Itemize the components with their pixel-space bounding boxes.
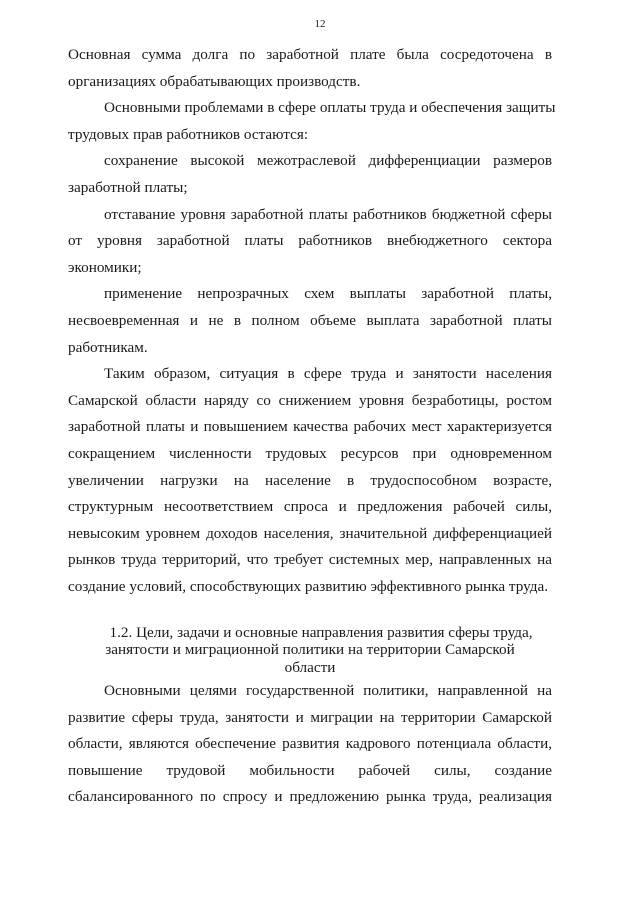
text-line: увеличении нагрузки на население в трудоспособном возрасте, (68, 471, 552, 489)
text-line: Основными проблемами в сфере оплаты труда и обеспечения защиты (104, 99, 556, 117)
text-line: сбалансированного по спросу и предложению рынка труда, реализация (68, 788, 552, 806)
text-line: организациях обрабатывающих производств. (68, 72, 361, 90)
text-line: несвоевременная и не в полном объеме выплата заработной платы (68, 311, 552, 329)
text-line: рынков труда территорий, что требует системных мер, направленных на (68, 551, 552, 569)
text-line: Самарской области наряду со снижением уровня безработицы, ростом (68, 391, 552, 409)
text-line: развитие сферы труда, занятости и миграции на территории Самарской (68, 708, 552, 726)
body-text-lower (68, 678, 552, 811)
text-line: повышение трудовой мобильности рабочей силы, создание (68, 761, 552, 779)
text-line: сокращением численности трудовых ресурсов при одновременном (68, 444, 552, 462)
text-line: от уровня заработной платы работников внебюджетного сектора (68, 232, 552, 250)
section-heading-line-3: области (284, 658, 336, 676)
text-line: Основными целями государственной политики, направленной на (104, 682, 552, 699)
page-number: 12 (314, 18, 326, 30)
text-line: заработной платы и повышением качества рабочих мест характеризуется (68, 418, 552, 436)
text-line: сохранение высокой межотраслевой дифференциации размеров (104, 152, 552, 170)
text-line: отставание уровня заработной платы работников бюджетной сферы (104, 205, 552, 223)
text-line: работникам. (68, 338, 148, 356)
section-heading (68, 624, 552, 676)
text-line: заработной платы; (68, 178, 188, 196)
section-heading-line-1: 1.2. Цели, задачи и основные направления развития сферы труда, (109, 624, 533, 641)
section-heading-line-2: занятости и миграционной политики на территории Самарской (105, 641, 515, 659)
text-line: экономики; (68, 258, 142, 276)
text-line: применение непрозрачных схем выплаты заработной платы, (104, 285, 552, 303)
text-line: Основная сумма долга по заработной плате была сосредоточена в (68, 46, 552, 63)
text-line: структурным несоответствием спроса и предложения рабочей силы, (68, 498, 552, 516)
text-line: трудовых прав работников остаются: (68, 125, 309, 143)
text-line: создание условий, способствующих развитию эффективного рынка труда. (68, 577, 549, 595)
text-line: области, являются обеспечение развития кадрового потенциала области, (68, 735, 552, 753)
text-line: невысоким уровнем доходов населения, значительной дифференциацией (68, 524, 552, 542)
text-line: Таким образом, ситуация в сфере труда и занятости населения (104, 365, 552, 383)
body-text-upper (68, 42, 556, 600)
